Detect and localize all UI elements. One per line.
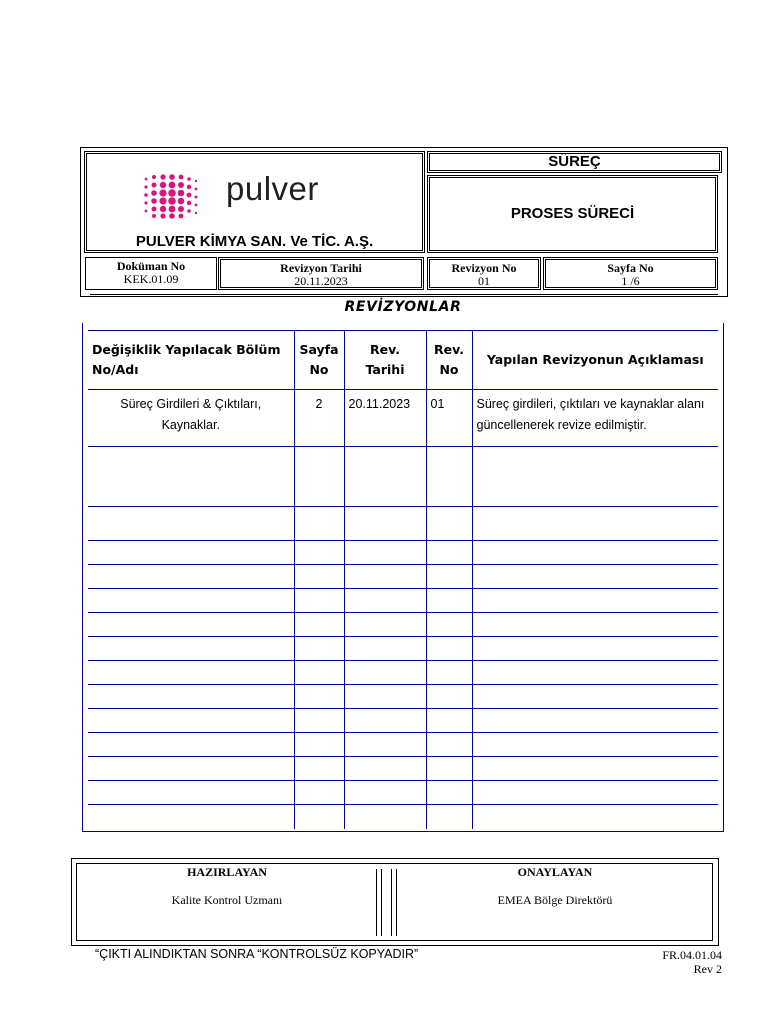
table-row xyxy=(88,685,718,709)
prepared-by: Kalite Kontrol Uzmanı xyxy=(171,893,283,907)
pulver-logo-icon xyxy=(142,173,202,219)
col-rev: Rev. No xyxy=(426,331,472,390)
doc-no-cell xyxy=(85,257,217,290)
process-title: PROSES SÜRECİ xyxy=(510,205,635,222)
header-divider xyxy=(90,294,718,295)
rev-date-cell xyxy=(218,257,424,290)
prepared-label: HAZIRLAYAN xyxy=(187,865,267,879)
col-page: Sayfa No xyxy=(294,331,344,390)
surec-cell xyxy=(427,151,722,173)
col-section: Değişiklik Yapılacak Bölüm No/Adı xyxy=(88,331,294,390)
page-value: 1 /6 xyxy=(621,274,640,288)
table-row xyxy=(88,661,718,685)
uncontrolled-copy-note: “ÇIKTI ALINDIKTAN SONRA “KONTROLSÜZ KOPYADIR” xyxy=(95,947,419,961)
table-row xyxy=(88,805,718,829)
table-row xyxy=(88,733,718,757)
rev-no-cell xyxy=(427,257,541,290)
table-header-row xyxy=(88,331,718,390)
revisions-title: REVİZYONLAR xyxy=(344,299,462,315)
col-date: Rev. Tarihi xyxy=(344,331,426,390)
table-row xyxy=(88,589,718,613)
table-row xyxy=(88,565,718,589)
row-page: 2 xyxy=(294,390,344,447)
doc-no-value: KEK.01.09 xyxy=(123,272,179,286)
rev-no-value: 01 xyxy=(478,274,490,288)
table-row xyxy=(88,507,718,541)
process-title-cell xyxy=(427,175,718,253)
rev-no-label: Revizyon No xyxy=(451,261,517,275)
row-description: Süreç girdileri, çıktıları ve kaynaklar alanı güncellenerek revize edilmiştir. xyxy=(472,390,718,447)
table-row xyxy=(88,709,718,733)
form-code xyxy=(600,948,722,976)
table-row xyxy=(88,613,718,637)
doc-no-label: Doküman No xyxy=(116,259,186,273)
table-row xyxy=(88,447,718,507)
row-date: 20.11.2023 xyxy=(344,390,426,447)
approved-by: EMEA Bölge Direktörü xyxy=(497,893,613,907)
surec-label: SÜREÇ xyxy=(548,153,601,170)
row-rev: 01 xyxy=(426,390,472,447)
signature-divider xyxy=(381,869,382,936)
rev-date-value: 20.11.2023 xyxy=(294,274,348,288)
table-row xyxy=(88,541,718,565)
table-row xyxy=(88,390,718,447)
col-description: Yapılan Revizyonun Açıklaması xyxy=(472,331,718,390)
logo-wordmark: pulver xyxy=(226,170,319,207)
approved-label: ONAYLAYAN xyxy=(517,865,593,879)
table-row xyxy=(88,637,718,661)
table-row xyxy=(88,757,718,781)
company-name: PULVER KİMYA SAN. Ve TİC. A.Ş. xyxy=(135,233,374,250)
form-code-value: FR.04.01.04 xyxy=(662,948,722,962)
signature-divider xyxy=(376,869,377,936)
rev-date-label: Revizyon Tarihi xyxy=(280,261,362,275)
page-cell xyxy=(543,257,718,290)
signature-divider xyxy=(391,869,392,936)
revisions-table xyxy=(88,330,718,829)
form-revision: Rev 2 xyxy=(693,962,722,976)
table-row xyxy=(88,781,718,805)
row-section: Süreç Girdileri & Çıktıları, Kaynaklar. xyxy=(88,390,294,447)
page-label: Sayfa No xyxy=(607,261,654,275)
